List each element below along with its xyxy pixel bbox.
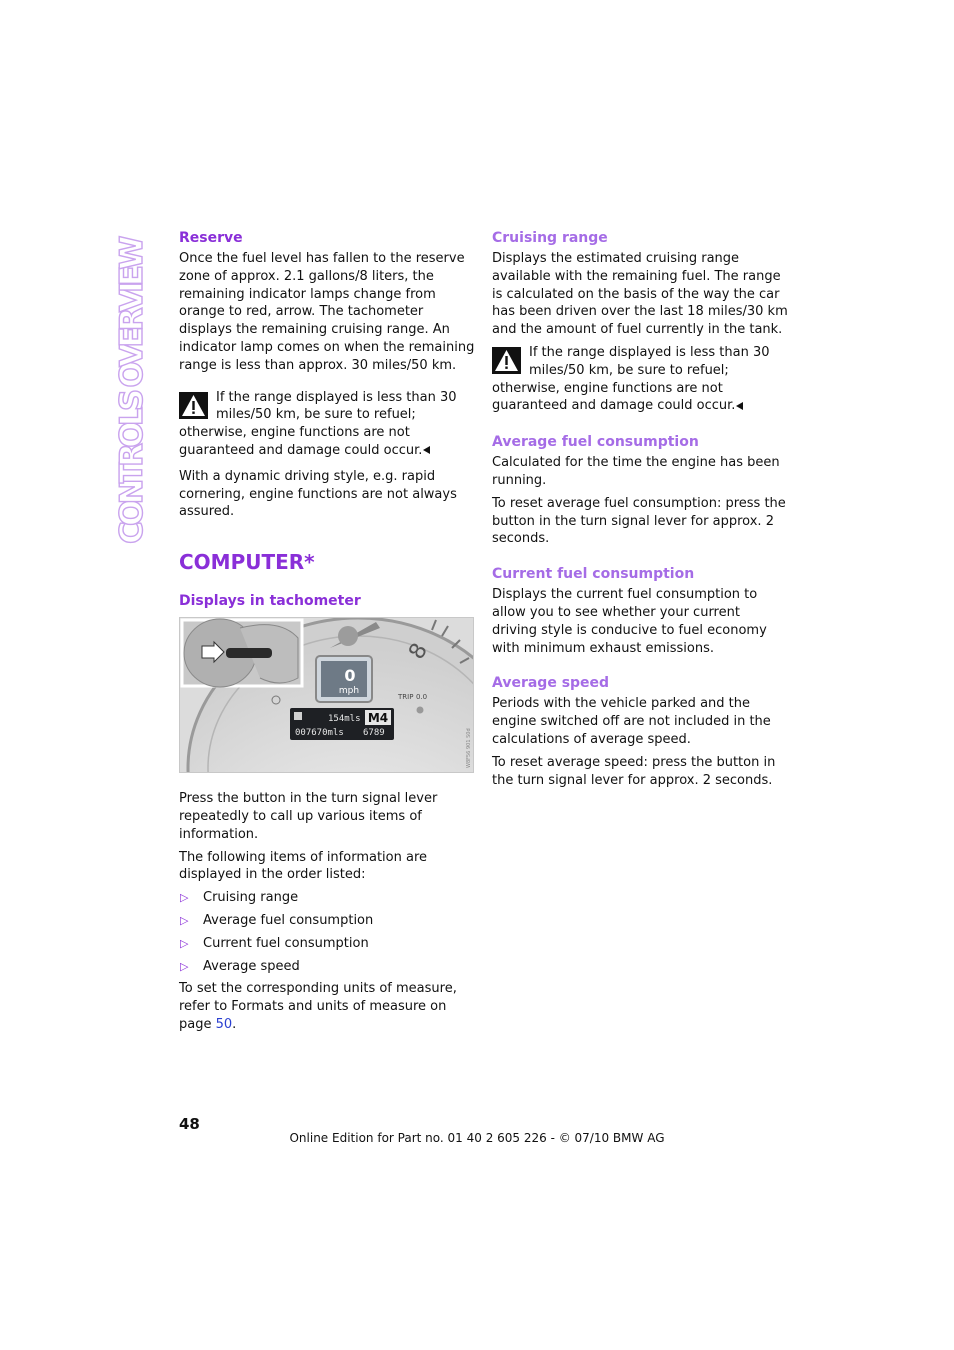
tachometer-illustration <box>180 618 474 773</box>
list-item-label: Cruising range <box>203 890 299 906</box>
footer-text: Online Edition for Part no. 01 40 2 605 226 - © 07/10 BMW AG <box>289 1131 665 1145</box>
side-tab-text: CONTROLS OVERVIEW <box>114 234 150 544</box>
avg-speed-heading: Average speed <box>492 675 610 692</box>
bullet-icon: ▷ <box>180 959 189 973</box>
list-item-label: Average fuel consumption <box>203 912 374 928</box>
trip-count-value: 6789 <box>363 728 385 739</box>
warning-text: If the range displayed is less than 30 miles/50 km, be sure to refuel; otherwise, engine functions are not guaranteed and damage could occur. <box>492 344 770 414</box>
cruising-range-paragraph: Displays the estimated cruising range available with the remaining fuel. The range is calculated on the basis of the way the car has been driven over the last 18 miles/30 km and the amount of fuel currently in the tank. <box>492 251 788 338</box>
warning-text: If the range displayed is less than 30 miles/50 km, be sure to refuel; otherwise, engine functions are not guaranteed and damage could occur. <box>179 389 457 458</box>
dynamic-paragraph: With a dynamic driving style, e.g. rapid cornering, engine functions are not always assured. <box>179 468 457 520</box>
current-fuel-paragraph: Displays the current fuel consumption to allow you to see whether your current driving style is conducive to fuel economy with minimum exhaust emissions. <box>492 587 767 656</box>
range-value: 154mls <box>328 714 361 725</box>
end-mark-icon <box>423 446 430 454</box>
list-item <box>179 958 475 976</box>
units-paragraph <box>179 980 475 1033</box>
side-tab-label-graphic <box>112 232 152 544</box>
tachometer-figure <box>179 617 474 773</box>
left-column <box>179 229 475 1039</box>
warning-icon <box>179 392 208 419</box>
avg-fuel-reset-paragraph: To reset average fuel consumption: press the button in the turn signal lever for approx. 2 seconds. <box>492 495 786 547</box>
avg-fuel-paragraph: Calculated for the time the engine has been running. <box>492 455 780 488</box>
reserve-heading: Reserve <box>179 230 243 246</box>
speed-unit: mph <box>338 686 360 697</box>
computer-heading: COMPUTER* <box>179 550 315 575</box>
avg-speed-reset-paragraph: To reset average speed: press the button in the turn signal lever for approx. 2 seconds. <box>492 754 776 788</box>
right-column <box>492 229 788 794</box>
warning-icon <box>492 347 521 374</box>
bullet-icon: ▷ <box>180 936 189 950</box>
trip-label: TRIP <box>398 693 414 702</box>
section-side-tab <box>112 232 152 544</box>
avg-fuel-heading: Average fuel consumption <box>492 434 699 451</box>
list-item <box>179 912 475 930</box>
end-mark-icon <box>736 402 743 410</box>
figure-watermark: W8F56 901 S0d <box>466 728 472 769</box>
list-item <box>179 935 475 953</box>
gear-indicator: M4 <box>367 711 389 726</box>
warning-block <box>492 344 788 415</box>
info-items-list <box>179 889 475 975</box>
units-text-end: . <box>232 1016 237 1032</box>
list-item-label: Current fuel consumption <box>203 935 369 951</box>
list-item-label: Average speed <box>203 958 300 974</box>
trip-value: 0.0 <box>416 693 428 702</box>
cruising-range-heading: Cruising range <box>492 230 608 246</box>
page-number: 48 <box>179 1115 200 1133</box>
odometer-value: 007670mls <box>295 728 344 739</box>
bullet-icon: ▷ <box>180 913 189 927</box>
reserve-paragraph: Once the fuel level has fallen to the reserve zone of approx. 2.1 gallons/8 liters, the remaining indicator lamps change from orange to red, arrow. The tachometer displays the remaining cruising range. An indicator lamp comes on when the remaining range is less than approx. 30 miles/50 km. <box>179 251 475 373</box>
displays-heading: Displays in tachometer <box>179 593 361 610</box>
list-item <box>179 889 475 907</box>
units-text: To set the corresponding units of measure, refer to Formats and units of measure on page <box>179 981 457 1032</box>
warning-block <box>179 389 475 460</box>
press-paragraph: Press the button in the turn signal lever repeatedly to call up various items of information. <box>179 791 438 842</box>
current-fuel-heading: Current fuel consumption <box>492 566 695 583</box>
following-paragraph: The following items of information are displayed in the order listed: <box>179 849 428 883</box>
bullet-icon: ▷ <box>180 891 189 905</box>
speed-value: 0 <box>344 666 356 686</box>
page-50-link[interactable]: 50 <box>215 1016 233 1032</box>
avg-speed-paragraph: Periods with the vehicle parked and the engine switched off are not included in the calculations of average speed. <box>492 696 771 747</box>
tacho-number-8: 8 <box>404 639 433 664</box>
